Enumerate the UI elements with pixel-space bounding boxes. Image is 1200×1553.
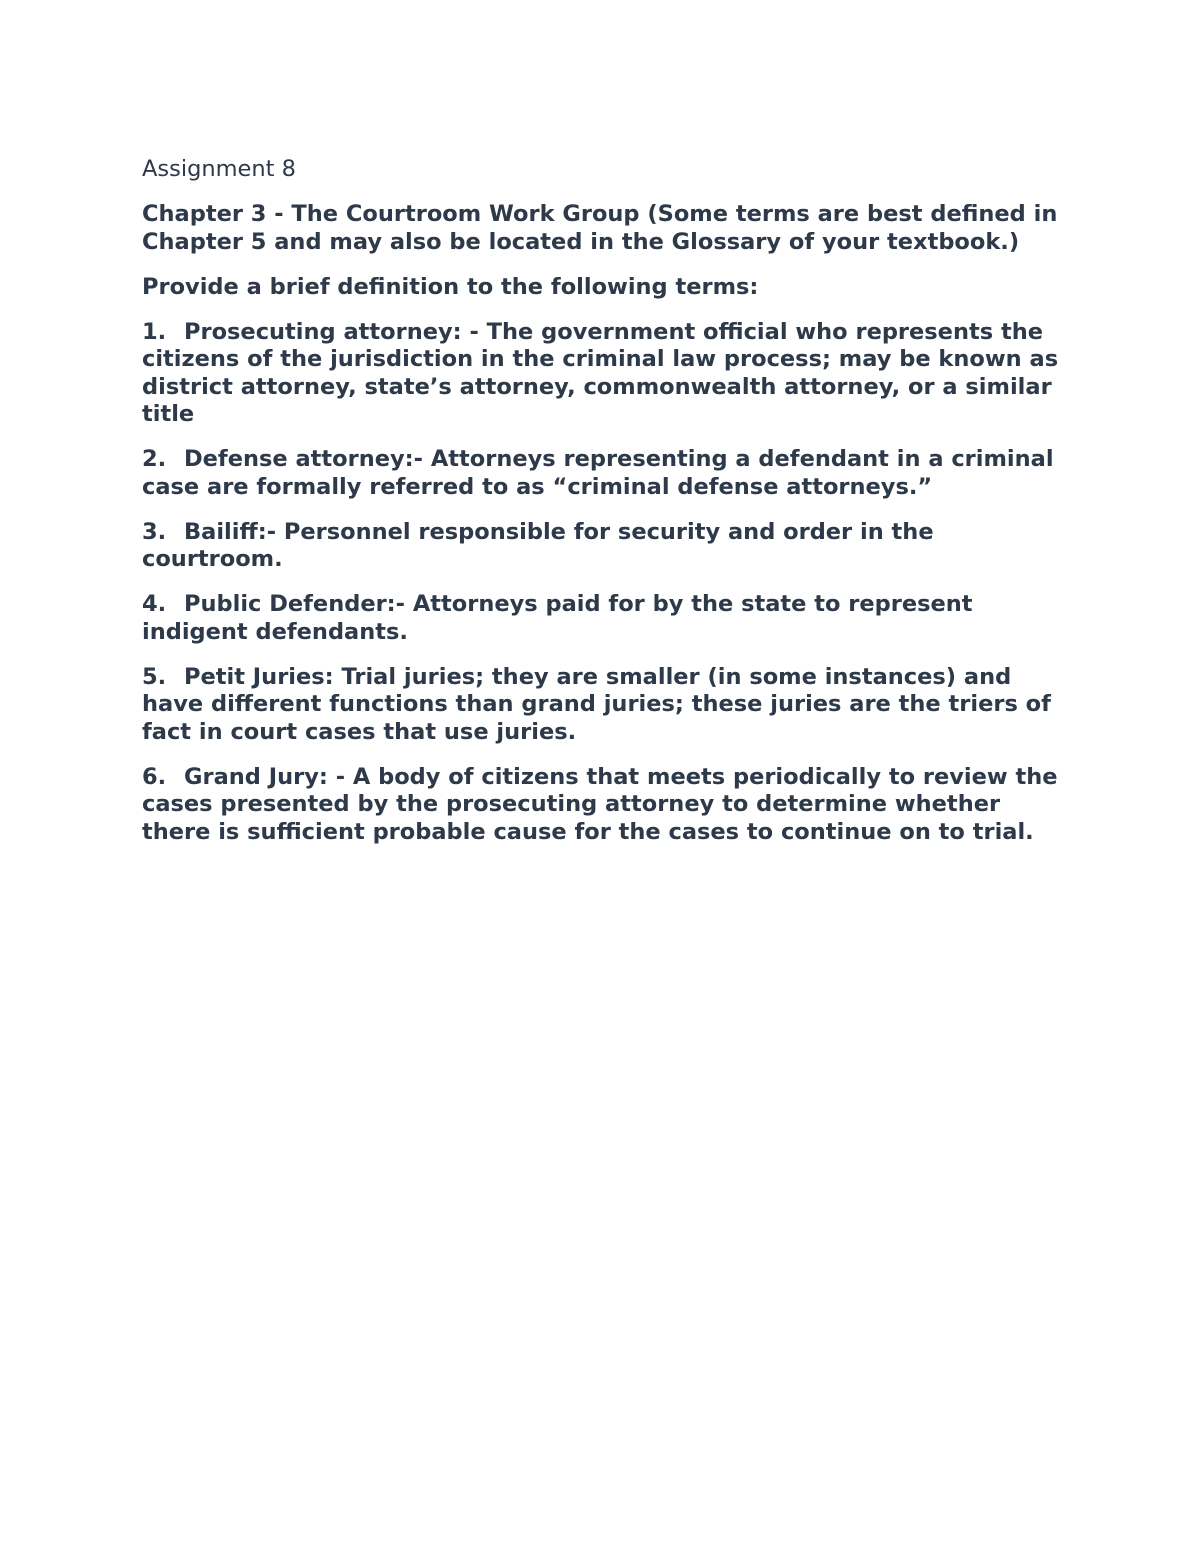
item-number: 5. (142, 663, 167, 690)
item-number: 4. (142, 591, 167, 617)
definition-item-public-defender (142, 591, 1072, 646)
item-text: Petit Juries: Trial juries; they are smaller (in some instances) and have different functions than grand juries; these juries are the triers of fact in court cases that use juries. (142, 663, 1051, 745)
item-text: Public Defender:- Attorneys paid for by the state to represent indigent defendants. (142, 591, 973, 645)
item-number: 2. (142, 446, 167, 472)
item-number: 3. (142, 518, 167, 545)
definition-item-petit-juries (142, 664, 1072, 747)
document-body (142, 156, 1072, 864)
instruction-text: Provide a brief definition to the following terms: (142, 273, 759, 300)
item-text: Prosecuting attorney: - The government official who represents the citizens of the jurisdiction in the criminal law process; may be known as district attorney, state’s attorney, commonwealth attorney, or a similar title (142, 318, 1059, 427)
item-number: 6. (142, 763, 167, 790)
definition-item-bailiff (142, 519, 1072, 574)
definition-item-grand-jury (142, 764, 1072, 847)
definition-item-defense-attorney (142, 446, 1072, 501)
item-text: Defense attorney:- Attorneys representing a defendant in a criminal case are formally referred to as “criminal defense attorneys.” (142, 446, 1054, 500)
item-number: 1. (142, 318, 167, 345)
assignment-title: Assignment 8 (142, 156, 296, 182)
item-text: Bailiff:- Personnel responsible for security and order in the courtroom. (142, 518, 934, 572)
definition-item-prosecuting-attorney (142, 319, 1072, 429)
chapter-heading: Chapter 3 - The Courtroom Work Group (Some terms are best defined in Chapter 5 and may also be located in the Glossary of your textbook.) (142, 201, 1058, 255)
item-text: Grand Jury: - A body of citizens that meets periodically to review the cases presented by the prosecuting attorney to determine whether there is sufficient probable cause for the cases to continue on to trial. (142, 763, 1058, 845)
